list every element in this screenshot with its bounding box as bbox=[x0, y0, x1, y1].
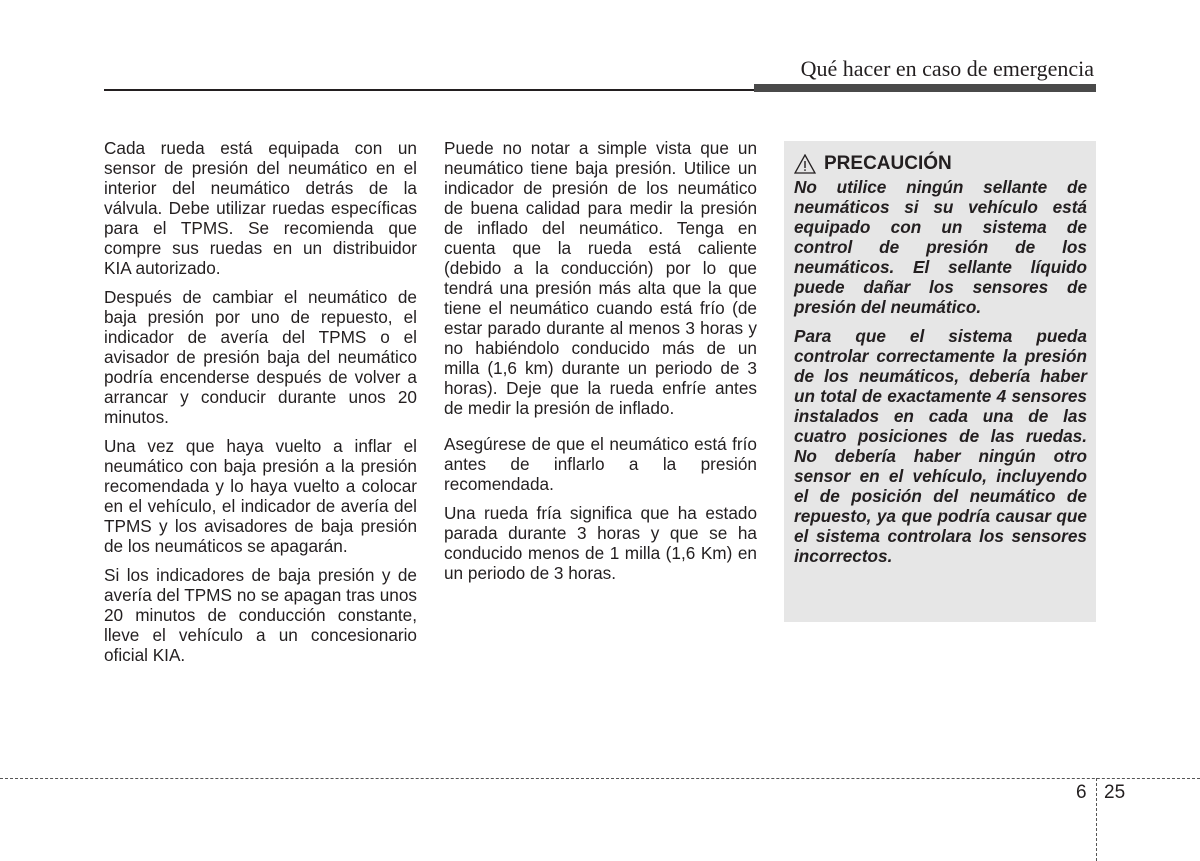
paragraph: Puede no notar a simple vista que un neumático tiene baja presión. Utilice un indicador de presión de los neumático de buena calidad para medir la presión de inflado del neumático. Tenga en cuenta que la rueda está caliente (debido a la conducción) por lo que tendrá una presión más alta que la que tiene el neumático cuando está frío (de estar parado durante al menos 3 horas y no habiéndolo conducido más de un milla (1,6 km) durante un periodo de 3 horas). Deje que la rueda enfríe antes de medir la presión de inflado. bbox=[444, 138, 757, 418]
footer-divider bbox=[0, 778, 1200, 779]
paragraph: Si los indicadores de baja presión y de avería del TPMS no se apagan tras unos 20 minutos de conducción constante, lleve el vehículo a un concesionario oficial KIA. bbox=[104, 565, 417, 665]
warning-triangle-icon bbox=[794, 154, 816, 174]
paragraph: Una vez que haya vuelto a inflar el neumático con baja presión a la presión recomendada y lo haya vuelto a colocar en el vehículo, el indicador de avería del TPMS y los avisadores de baja presión de los neumáticos se apagarán. bbox=[104, 436, 417, 556]
page-number: 25 bbox=[1104, 782, 1126, 803]
chapter-number: 6 bbox=[1076, 782, 1087, 803]
header-rule-accent bbox=[754, 84, 1096, 92]
footer-separator bbox=[1096, 778, 1097, 861]
caution-box bbox=[784, 141, 1096, 622]
text-column-middle bbox=[444, 138, 757, 592]
paragraph: Asegúrese de que el neumático está frío antes de inflarlo a la presión recomendada. bbox=[444, 434, 757, 494]
caution-title: PRECAUCIÓN bbox=[824, 153, 952, 174]
text-column-left bbox=[104, 138, 417, 674]
paragraph: Cada rueda está equipada con un sensor de presión del neumático en el interior del neumático detrás de la válvula. Debe utilizar ruedas específicas para el TPMS. Se recomienda que compre sus ruedas en un distribuidor KIA autorizado. bbox=[104, 138, 417, 278]
caution-paragraph: Para que el sistema pueda controlar correctamente la presión de los neumáticos, debería haber un total de exactamente 4 sensores instalados en cada una de las cuatro posiciones de las ruedas. No debería haber ningún otro sensor en el vehículo, incluyendo el de posición del neumático de repuesto, ya que podría causar que el sistema controlara los sensores incorrectos. bbox=[794, 326, 1087, 566]
header-rule bbox=[104, 89, 754, 91]
caution-header bbox=[794, 153, 1087, 175]
section-title: Qué hacer en caso de emergencia bbox=[800, 56, 1094, 81]
paragraph: Después de cambiar el neumático de baja presión por uno de repuesto, el indicador de avería del TPMS o el avisador de presión baja del neumático podría encenderse después de volver a arrancar y conducir durante unos 20 minutos. bbox=[104, 287, 417, 427]
caution-paragraph: No utilice ningún sellante de neumáticos si su vehículo está equipado con un sistema de control de presión de los neumáticos. El sellante líquido puede dañar los sensores de presión del neumático. bbox=[794, 177, 1087, 317]
paragraph: Una rueda fría significa que ha estado parada durante 3 horas y que se ha conducido menos de 1 milla (1,6 Km) en un periodo de 3 horas. bbox=[444, 503, 757, 583]
